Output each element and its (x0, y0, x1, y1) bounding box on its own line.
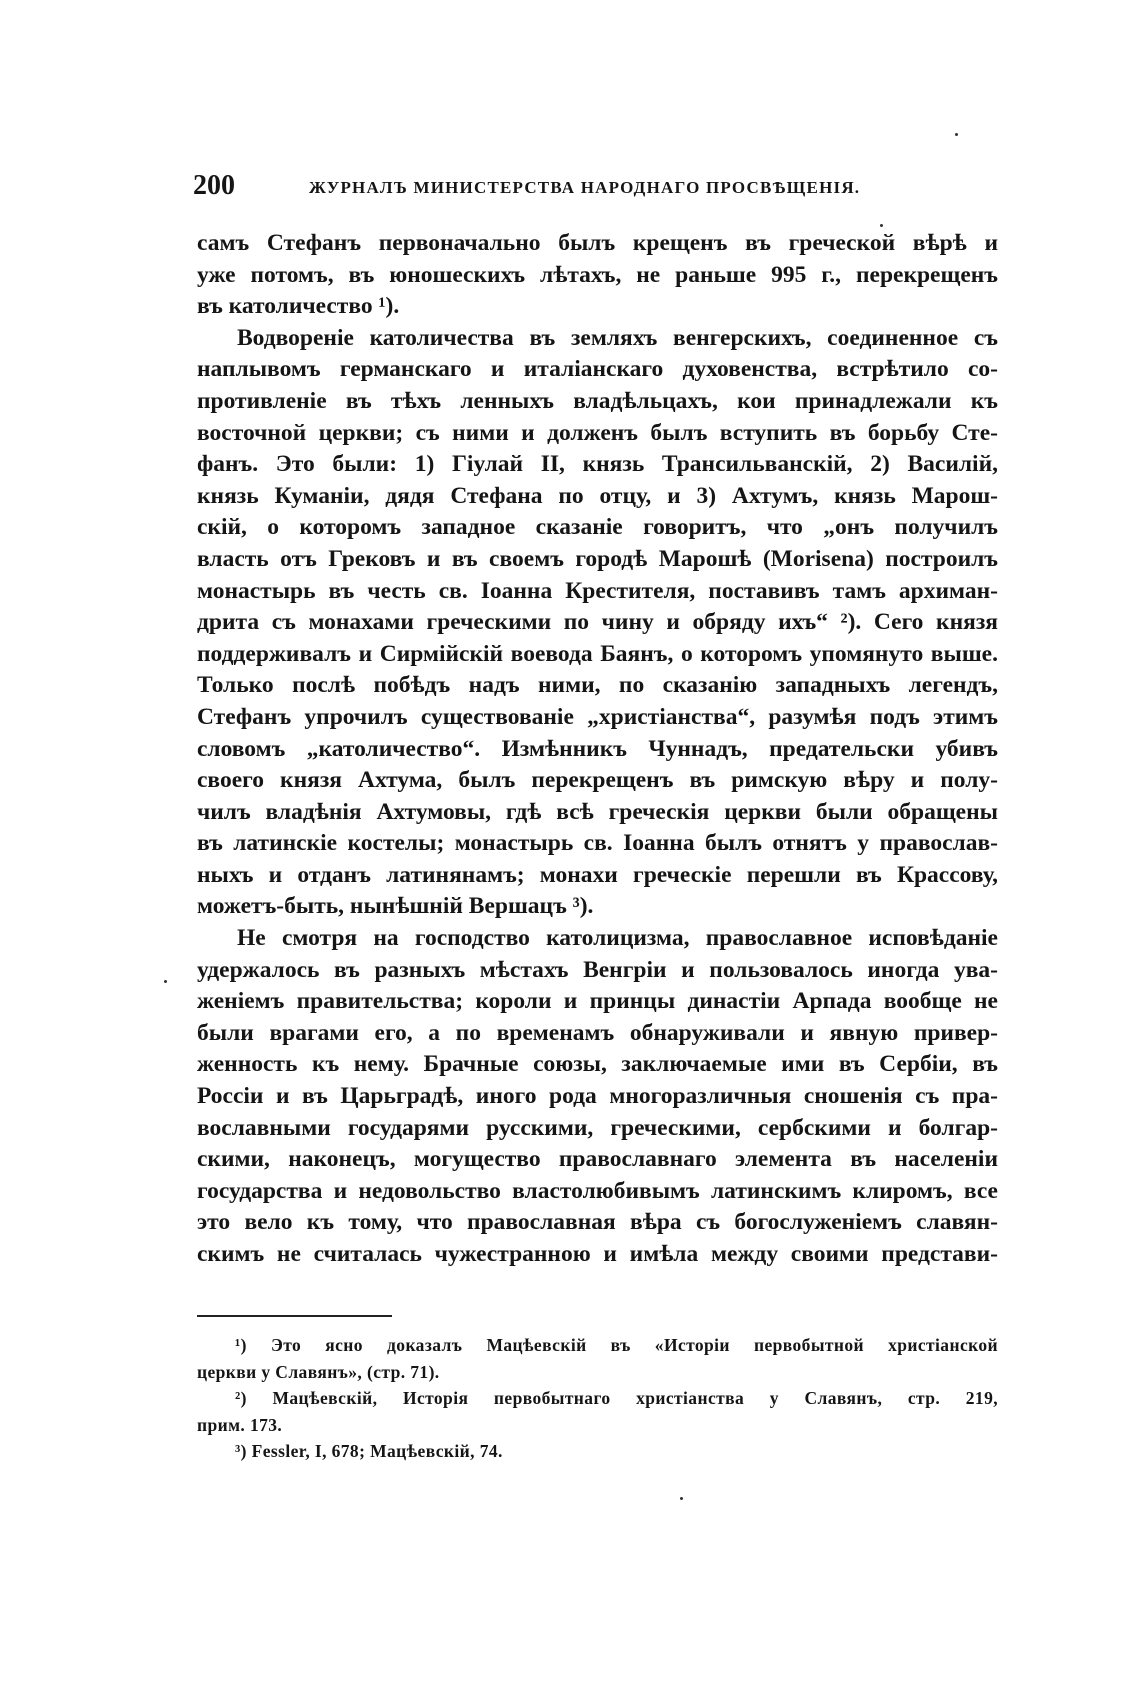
scan-speck (680, 1497, 683, 1500)
text-line: восточной церкви; съ ними и долженъ былъ вступить въ борьбу Сте- (197, 419, 998, 446)
footnote-separator (197, 1315, 392, 1317)
footnote-line: прим. 173. (197, 1414, 283, 1435)
journal-title: ЖУРНАЛЪ МИНИСТЕРСТВА НАРОДНАГО ПРОСВѢЩЕНІЯ. (309, 178, 861, 197)
text-line: ныхъ и отданъ латинянамъ; монахи греческіе перешли въ Крассову, (197, 861, 998, 888)
text-line: Только послѣ побѣдъ надъ ними, по сказанію западныхъ легендъ, (197, 672, 998, 699)
text-line: женность къ нему. Брачные союзы, заключаемые ими въ Сербіи, въ (197, 1051, 998, 1078)
text-line: самъ Стефанъ первоначально былъ крещенъ въ греческой вѣрѣ и (197, 230, 998, 256)
text-line: противленіе въ тѣхъ ленныхъ владѣльцахъ, кои принадлежали къ (197, 387, 998, 414)
text-line: дрита съ монахами греческими по чину и обряду ихъ“ ²). Сего князя (197, 609, 998, 636)
text-line: вославными государями русскими, греческими, сербскими и болгар- (197, 1114, 998, 1141)
text-line: поддерживалъ и Сирмійскій воевода Баянъ, о которомъ упомянуто выше. (197, 640, 998, 667)
text-line: князь Куманіи, дядя Стефана по отцу, и 3) Ахтумъ, князь Марош- (197, 482, 998, 509)
footnote-line: ³) Fessler, I, 678; Мацѣевскій, 74. (235, 1441, 503, 1461)
text-line: фанъ. Это были: 1) Гіулай II, князь Трансильванскій, 2) Василій, (197, 451, 998, 478)
text-line: государства и недовольство властолюбивымъ латинскимъ клиромъ, все (197, 1177, 998, 1204)
page-number: 200 (193, 170, 235, 201)
text-line: скій, о которомъ западное сказаніе говоритъ, что „онъ получилъ (197, 514, 998, 541)
text-line: можетъ-быть, нынѣшній Вершацъ ³). (197, 893, 594, 920)
text-line: чилъ владѣнія Ахтумовы, гдѣ всѣ греческія церкви были обращены (197, 798, 998, 825)
footnotes (197, 1332, 998, 1465)
text-line: въ латинскіе костелы; монастырь св. Іоанна былъ отнятъ у православ- (197, 830, 998, 857)
text-line: женіемъ правительства; короли и принцы династіи Арпада вообще не (197, 988, 998, 1015)
scan-speck (164, 980, 167, 983)
text-line: наплывомъ германскаго и италіанскаго духовенства, встрѣтило со- (197, 356, 998, 383)
text-line: Россіи и въ Царьградѣ, иного рода многоразличныя сношенія съ пра- (197, 1083, 998, 1110)
text-line: своего князя Ахтума, былъ перекрещенъ въ римскую вѣру и полу- (197, 767, 998, 794)
text-line: скимъ не считалась чужестранною и имѣла между своими представи- (197, 1241, 998, 1267)
scan-speck (880, 224, 883, 227)
text-line: Стефанъ упрочилъ существованіе „христіанства“, разумѣя подъ этимъ (197, 703, 998, 730)
footnote-line: ²) Мацѣевскій, Исторія первобытнаго христіанства у Славянъ, стр. 219, (235, 1388, 998, 1408)
text-line: это вело къ тому, что православная вѣра съ богослуженіемъ славян- (197, 1209, 998, 1236)
text-line: Не смотря на господство католицизма, православное исповѣданіе (237, 925, 998, 952)
text-line: словомъ „католичество“. Измѣнникъ Чуннадъ, предательски убивъ (197, 735, 998, 762)
scan-speck (955, 133, 958, 136)
text-line: Водвореніе католичества въ земляхъ венгерскихъ, соединенное съ (237, 324, 998, 351)
text-line: скими, наконецъ, могущество православнаго элемента въ населеніи (197, 1146, 998, 1173)
footnote-line: ¹) Это ясно доказалъ Мацѣевскій въ «Исторіи первобытной христіанской (235, 1335, 998, 1355)
text-line: были врагами его, а по временамъ обнаруживали и явную привер- (197, 1019, 998, 1046)
text-line: власть отъ Грековъ и въ своемъ городѣ Марошѣ (Morisena) построилъ (197, 545, 998, 572)
text-line: монастырь въ честь св. Іоанна Крестителя, поставивъ тамъ архиман- (197, 577, 998, 604)
footnote-line: церкви у Славянъ», (стр. 71). (197, 1361, 440, 1382)
text-line: въ католичество ¹). (197, 293, 400, 320)
text-line: удержалось въ разныхъ мѣстахъ Венгріи и пользовалось иногда ува- (197, 956, 998, 983)
body-text (197, 228, 998, 1271)
text-line: уже потомъ, въ юношескихъ лѣтахъ, не раньше 995 г., перекрещенъ (197, 261, 998, 288)
running-head (193, 170, 993, 210)
